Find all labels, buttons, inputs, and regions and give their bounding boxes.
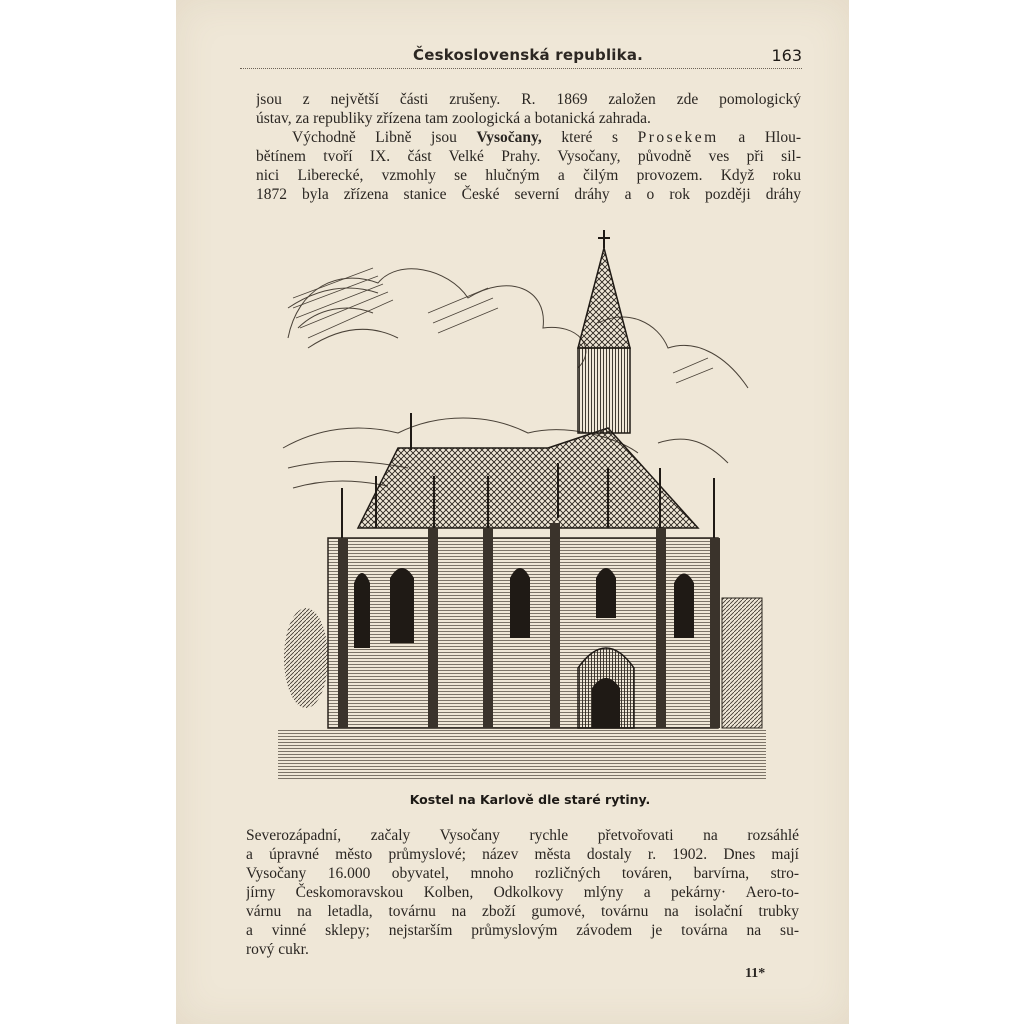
text-line: a vinné sklepy; nejstarším průmyslovým závodem je továrna na su- bbox=[246, 922, 799, 939]
text-line: jírny Českomoravskou Kolben, Odkolkovy mlýny a pekárny· Aero-to- bbox=[246, 884, 799, 901]
text-line: Vysočany 16.000 obyvatel, mnoho rozličných továren, barvírna, stro- bbox=[246, 865, 799, 882]
running-title: Československá republika. bbox=[413, 46, 644, 64]
side-building bbox=[722, 598, 762, 728]
tower bbox=[578, 348, 630, 433]
tree bbox=[284, 608, 328, 708]
text-line: a úpravné město průmyslové; název města dostaly r. 1902. Dnes mají bbox=[246, 846, 799, 863]
page-number: 163 bbox=[771, 46, 802, 65]
text-line: nici Liberecké, vzmohly se hlučným a čilým provozem. Když roku bbox=[256, 167, 801, 184]
paragraph-2 bbox=[256, 128, 801, 204]
figure-caption: Kostel na Karlově dle staré rytiny. bbox=[409, 792, 651, 807]
text-line: rový cukr. bbox=[246, 941, 309, 958]
signature-mark: 11* bbox=[745, 966, 766, 981]
spire bbox=[578, 248, 630, 348]
place-name-vysocany: Vysočany, bbox=[476, 129, 542, 146]
text-line: bětínem tvoří IX. část Velké Prahy. Vysočany, původně ves při sil- bbox=[256, 148, 801, 165]
page-header bbox=[240, 44, 802, 69]
text-line: Východně Libně jsou Vysočany, které s Prosekem a Hlou- bbox=[292, 129, 801, 146]
paragraph-1 bbox=[256, 90, 801, 128]
place-name-prosek: Prosekem bbox=[637, 129, 719, 146]
text-line: várnu na letadla, továrnu na zboží gumové, továrnu na isolační trubky bbox=[246, 903, 799, 920]
text-line: jsou z největší části zrušeny. R. 1869 založen zde pomologický bbox=[256, 91, 801, 108]
church-roof bbox=[358, 428, 698, 528]
text-line: ústav, za republiky zřízena tam zoologická a botanická zahrada. bbox=[256, 110, 651, 127]
ground bbox=[278, 728, 766, 780]
church-engraving bbox=[278, 228, 766, 784]
text-line: Severozápadní, začaly Vysočany rychle přetvořovati na rozsáhlé bbox=[246, 827, 799, 844]
text-line: 1872 byla zřízena stanice České severní dráhy a o rok později dráhy bbox=[256, 186, 801, 203]
paragraph-3 bbox=[246, 826, 799, 959]
